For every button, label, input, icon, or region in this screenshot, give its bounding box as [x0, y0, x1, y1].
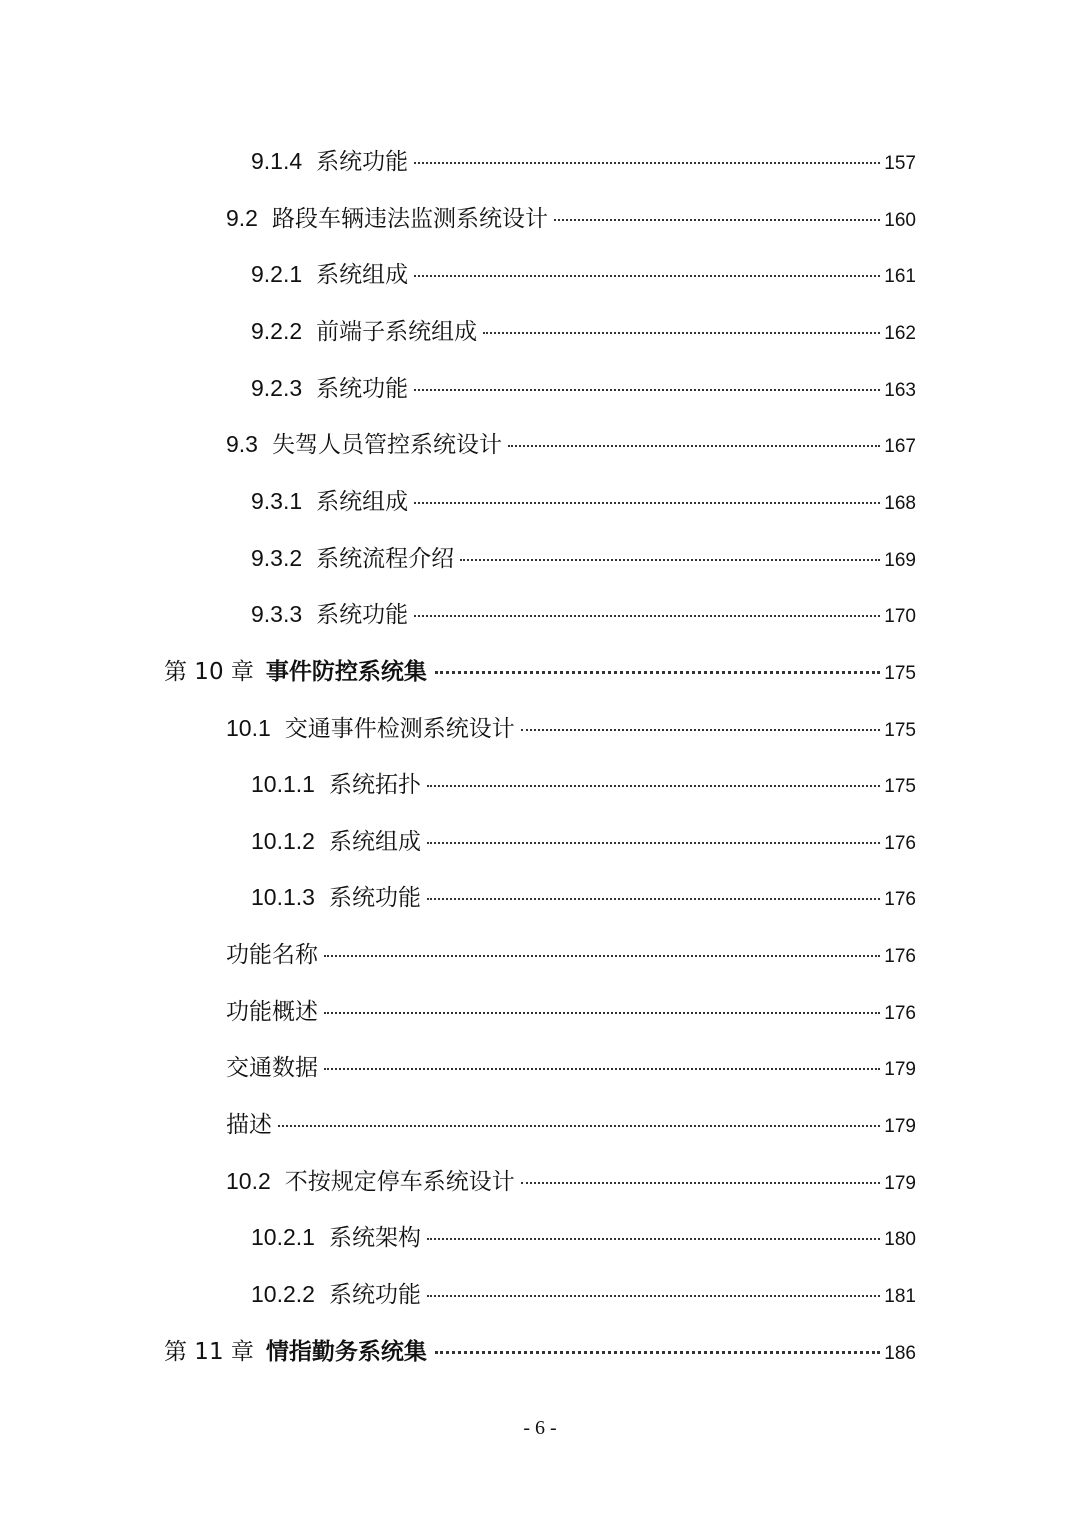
- toc-dot-leader: [324, 955, 880, 957]
- toc-entry-page: 179: [884, 1116, 916, 1138]
- toc-entry[interactable]: [226, 1106, 916, 1139]
- toc-dot-leader: [278, 1125, 880, 1127]
- toc-entry-title: 系统组成: [316, 262, 409, 289]
- toc-entry[interactable]: [251, 596, 916, 629]
- toc-entry-number: 9.2.2: [251, 317, 303, 344]
- toc-entry[interactable]: [251, 766, 916, 799]
- toc-entry[interactable]: [251, 483, 916, 516]
- toc-dot-leader: [554, 219, 880, 221]
- toc-dot-leader: [427, 1238, 880, 1240]
- toc-entry-number: 9.3.3: [251, 601, 303, 628]
- toc-entry-title: 功能概述: [226, 998, 318, 1025]
- toc-entry-title: 系统组成: [328, 828, 421, 855]
- toc-entry-page: 168: [884, 492, 916, 514]
- toc-entry[interactable]: [226, 993, 916, 1026]
- toc-entry-number: 9.3.2: [251, 544, 303, 571]
- toc-dot-leader: [508, 445, 880, 447]
- toc-entry[interactable]: [226, 936, 916, 969]
- toc-entry[interactable]: [251, 823, 916, 856]
- toc-dot-leader: [483, 332, 880, 334]
- toc-entry[interactable]: [164, 653, 916, 686]
- toc-entry-page: 179: [884, 1059, 916, 1081]
- toc-dot-leader: [435, 671, 880, 674]
- toc-dot-leader: [521, 729, 881, 731]
- toc-entry-title: 不按规定停车系统设计: [284, 1168, 515, 1195]
- toc-entry-title: 交通事件检测系统设计: [284, 715, 515, 742]
- toc-entry-number: 第 11 章: [164, 1338, 254, 1365]
- toc-entry-number: 第 10 章: [164, 658, 254, 685]
- toc-entry-number: 10.2: [226, 1167, 271, 1194]
- toc-entry[interactable]: [251, 1219, 916, 1252]
- page-number: - 6 -: [523, 1417, 557, 1439]
- toc-dot-leader: [324, 1012, 880, 1014]
- toc-entry-title: 路段车辆违法监测系统设计: [271, 205, 548, 232]
- toc-entry[interactable]: [226, 1049, 916, 1082]
- toc-dot-leader: [435, 1351, 880, 1354]
- toc-entry-title: 系统功能: [328, 1282, 421, 1308]
- toc-entry-page: 180: [884, 1229, 916, 1251]
- toc-entry-page: 181: [884, 1286, 916, 1307]
- toc-entry[interactable]: [251, 540, 916, 573]
- toc-entry[interactable]: [251, 879, 916, 912]
- toc-entry-title: 系统功能: [316, 602, 409, 629]
- toc-entry-title: 前端子系统组成: [316, 318, 478, 345]
- toc-dot-leader: [427, 842, 880, 844]
- toc-entry-title: 系统功能: [316, 375, 409, 402]
- toc-entry-page: 170: [884, 606, 916, 628]
- toc-entry-title: 系统流程介绍: [316, 545, 455, 572]
- toc-dot-leader: [427, 1295, 880, 1297]
- toc-entry-title: 交通数据: [226, 1055, 318, 1082]
- toc-dot-leader: [414, 615, 880, 617]
- toc-dot-leader: [427, 898, 880, 900]
- toc-entry-title: 失驾人员管控系统设计: [271, 432, 502, 459]
- toc-dot-leader: [324, 1068, 880, 1070]
- toc-entry-page: 167: [884, 436, 916, 458]
- toc-entry-title: 系统功能: [328, 885, 421, 912]
- toc-entry[interactable]: [251, 313, 916, 346]
- toc-entry-number: 10.2.2: [251, 1281, 315, 1307]
- toc-entry-page: 179: [884, 1172, 916, 1194]
- toc-entry-title: 系统组成: [316, 488, 409, 515]
- toc-entry-page: 175: [884, 776, 916, 798]
- toc-entry-page: 161: [884, 266, 916, 288]
- toc-entry-title: 功能名称: [226, 942, 318, 969]
- toc-entry[interactable]: [164, 1333, 916, 1366]
- toc-entry[interactable]: [226, 426, 916, 459]
- toc-entry-number: 9.2.3: [251, 374, 303, 401]
- toc-entry-number: 10.1.3: [251, 884, 315, 911]
- toc-entry-page: 169: [884, 549, 916, 571]
- toc-entry-page: 176: [884, 1002, 916, 1024]
- toc-entry[interactable]: [226, 710, 916, 743]
- toc-entry[interactable]: [251, 1276, 916, 1309]
- toc-dot-leader: [427, 785, 880, 787]
- toc-entry-title: 系统功能: [316, 149, 409, 175]
- toc-entry-page: 163: [884, 379, 916, 401]
- toc-entry-title: 系统拓扑: [328, 772, 421, 799]
- toc-entry[interactable]: [226, 200, 916, 233]
- toc-entry-page: 160: [884, 209, 916, 231]
- toc-dot-leader: [414, 162, 880, 164]
- toc-entry-title: 事件防控系统集: [265, 658, 427, 685]
- toc-dot-leader: [414, 389, 880, 391]
- toc-entry-page: 157: [884, 153, 916, 174]
- toc-entry[interactable]: [226, 1163, 916, 1196]
- toc-dot-leader: [414, 275, 880, 277]
- toc-dot-leader: [460, 559, 880, 561]
- toc-entry-title: 情指勤务系统集: [265, 1338, 427, 1365]
- toc-dot-leader: [414, 502, 880, 504]
- toc-entry-page: 176: [884, 832, 916, 854]
- toc-entry-number: 10.2.1: [251, 1224, 315, 1251]
- toc-entry-number: 10.1.2: [251, 827, 315, 854]
- toc-entry-page: 186: [884, 1342, 916, 1364]
- toc-entry-page: 162: [884, 322, 916, 344]
- toc-entry-title: 描述: [226, 1112, 272, 1139]
- toc-entry-number: 10.1: [226, 714, 271, 741]
- toc-entry[interactable]: [251, 143, 916, 176]
- toc-entry-page: 176: [884, 946, 916, 968]
- toc-entry-number: 9.1.4: [251, 148, 303, 174]
- toc-entry[interactable]: [251, 256, 916, 289]
- toc-entry-number: 9.3.1: [251, 487, 303, 514]
- toc-dot-leader: [521, 1182, 881, 1184]
- toc-entry-number: 9.2: [226, 204, 258, 231]
- toc-entry-title: 系统架构: [328, 1225, 421, 1252]
- toc-entry-page: 176: [884, 889, 916, 911]
- toc-entry-number: 9.3: [226, 431, 258, 458]
- toc-entry-number: 9.2.1: [251, 261, 303, 288]
- toc-entry-page: 175: [884, 719, 916, 741]
- toc-entry-page: 175: [884, 662, 916, 684]
- toc-entry-number: 10.1.1: [251, 771, 315, 798]
- toc-entry[interactable]: [251, 370, 916, 403]
